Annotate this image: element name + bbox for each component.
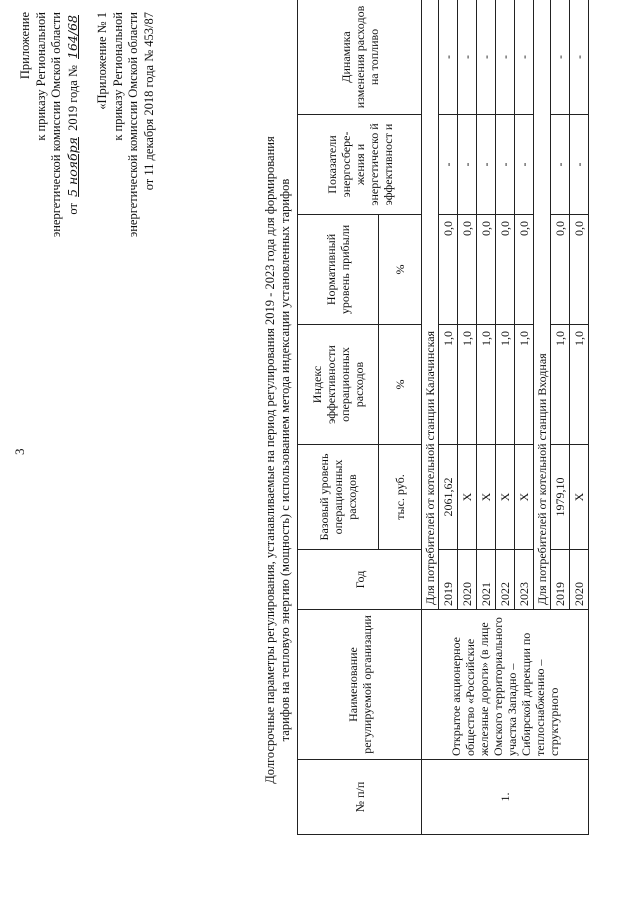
regulation-table <box>297 0 589 835</box>
appendix-line: от 11 декабря 2018 года № 453/87 <box>141 12 156 191</box>
handwritten-number: 164/68 <box>64 15 80 59</box>
header-index: Индекс эффективности операционных расходов <box>298 325 379 445</box>
cell-fuel: - <box>570 0 589 115</box>
cell-energy: - <box>496 115 515 215</box>
cell-index: 1,0 <box>439 325 458 445</box>
cell-profit: 0,0 <box>551 215 570 325</box>
cell-base: 2061,62 <box>439 445 458 550</box>
cell-year: 2021 <box>477 550 496 610</box>
appendix-line: энергетической комиссии Омской области <box>126 12 140 238</box>
cell-profit: 0,0 <box>496 215 515 325</box>
cell-energy: - <box>477 115 496 215</box>
cell-year: 2022 <box>496 550 515 610</box>
cell-index: 1,0 <box>570 325 589 445</box>
section-row <box>422 0 439 835</box>
cell-base: X <box>458 445 477 550</box>
header-year: Год <box>298 550 422 610</box>
cell-fuel: - <box>439 0 458 115</box>
unit-index: % <box>379 325 422 445</box>
cell-year: 2020 <box>458 550 477 610</box>
cell-profit: 0,0 <box>439 215 458 325</box>
cell-base: X <box>496 445 515 550</box>
header-num: № п/п <box>298 760 422 835</box>
section-title: Для потребителей от котельной станции Калачинская <box>422 0 439 610</box>
cell-energy: - <box>551 115 570 215</box>
organization-name: Открытое акционерное общество «Российские железные дороги» (в лице Омского территориального участка Западно – Сибирской дирекции по теплоснабжению – структурного <box>422 610 589 760</box>
approval-line: энергетической комиссии Омской области <box>49 12 63 238</box>
cell-index: 1,0 <box>551 325 570 445</box>
header-energy: Показатели энергосбере- жения и энергетическо й эффективност и <box>298 115 422 215</box>
unit-base: тыс. руб. <box>379 445 422 550</box>
approval-line: Приложение <box>18 12 32 80</box>
document-title <box>263 75 293 845</box>
cell-fuel: - <box>515 0 534 115</box>
approval-block <box>18 12 157 342</box>
cell-profit: 0,0 <box>458 215 477 325</box>
cell-index: 1,0 <box>515 325 534 445</box>
header-base: Базовый уровень операционных расходов <box>298 445 379 550</box>
cell-profit: 0,0 <box>477 215 496 325</box>
cell-year: 2019 <box>551 550 570 610</box>
title-line: Долгосрочные параметры регулирования, устанавливаемые на период регулирования 2019 - 2023 года для формирования <box>263 136 277 784</box>
cell-energy: - <box>515 115 534 215</box>
cell-base: 1979,10 <box>551 445 570 550</box>
cell-profit: 0,0 <box>515 215 534 325</box>
date-year: 2019 года № <box>65 65 80 131</box>
cell-year: 2019 <box>439 550 458 610</box>
cell-profit: 0,0 <box>570 215 589 325</box>
unit-profit: % <box>379 215 422 325</box>
cell-fuel: - <box>551 0 570 115</box>
approval-date-line <box>65 12 82 342</box>
cell-energy: - <box>570 115 589 215</box>
cell-energy: - <box>439 115 458 215</box>
cell-fuel: - <box>458 0 477 115</box>
header-fuel: Динамика изменения расходов на топливо <box>298 0 422 115</box>
cell-base: X <box>477 445 496 550</box>
date-prefix: от <box>65 203 80 215</box>
cell-base: X <box>570 445 589 550</box>
handwritten-date: 5 ноября <box>64 137 80 197</box>
appendix-line: «Приложение № 1 <box>95 12 109 110</box>
approval-line: к приказу Региональной <box>33 12 48 141</box>
title-line: тарифов на тепловую энергию (мощность) с использованием метода индексации установленных тарифов <box>278 178 292 742</box>
cell-energy: - <box>458 115 477 215</box>
cell-index: 1,0 <box>458 325 477 445</box>
cell-fuel: - <box>477 0 496 115</box>
cell-index: 1,0 <box>477 325 496 445</box>
header-row <box>298 0 379 835</box>
appendix-line: к приказу Региональной <box>110 12 125 141</box>
cell-index: 1,0 <box>496 325 515 445</box>
cell-fuel: - <box>496 0 515 115</box>
header-org: Наименование регулируемой организации <box>298 610 422 760</box>
row-number: 1. <box>422 760 589 835</box>
section-title: Для потребителей от котельной станции Входная <box>534 0 551 610</box>
cell-year: 2023 <box>515 550 534 610</box>
cell-year: 2020 <box>570 550 589 610</box>
header-profit: Нормативный уровень прибыли <box>298 215 379 325</box>
cell-base: X <box>515 445 534 550</box>
page-number: 3 <box>12 448 27 455</box>
